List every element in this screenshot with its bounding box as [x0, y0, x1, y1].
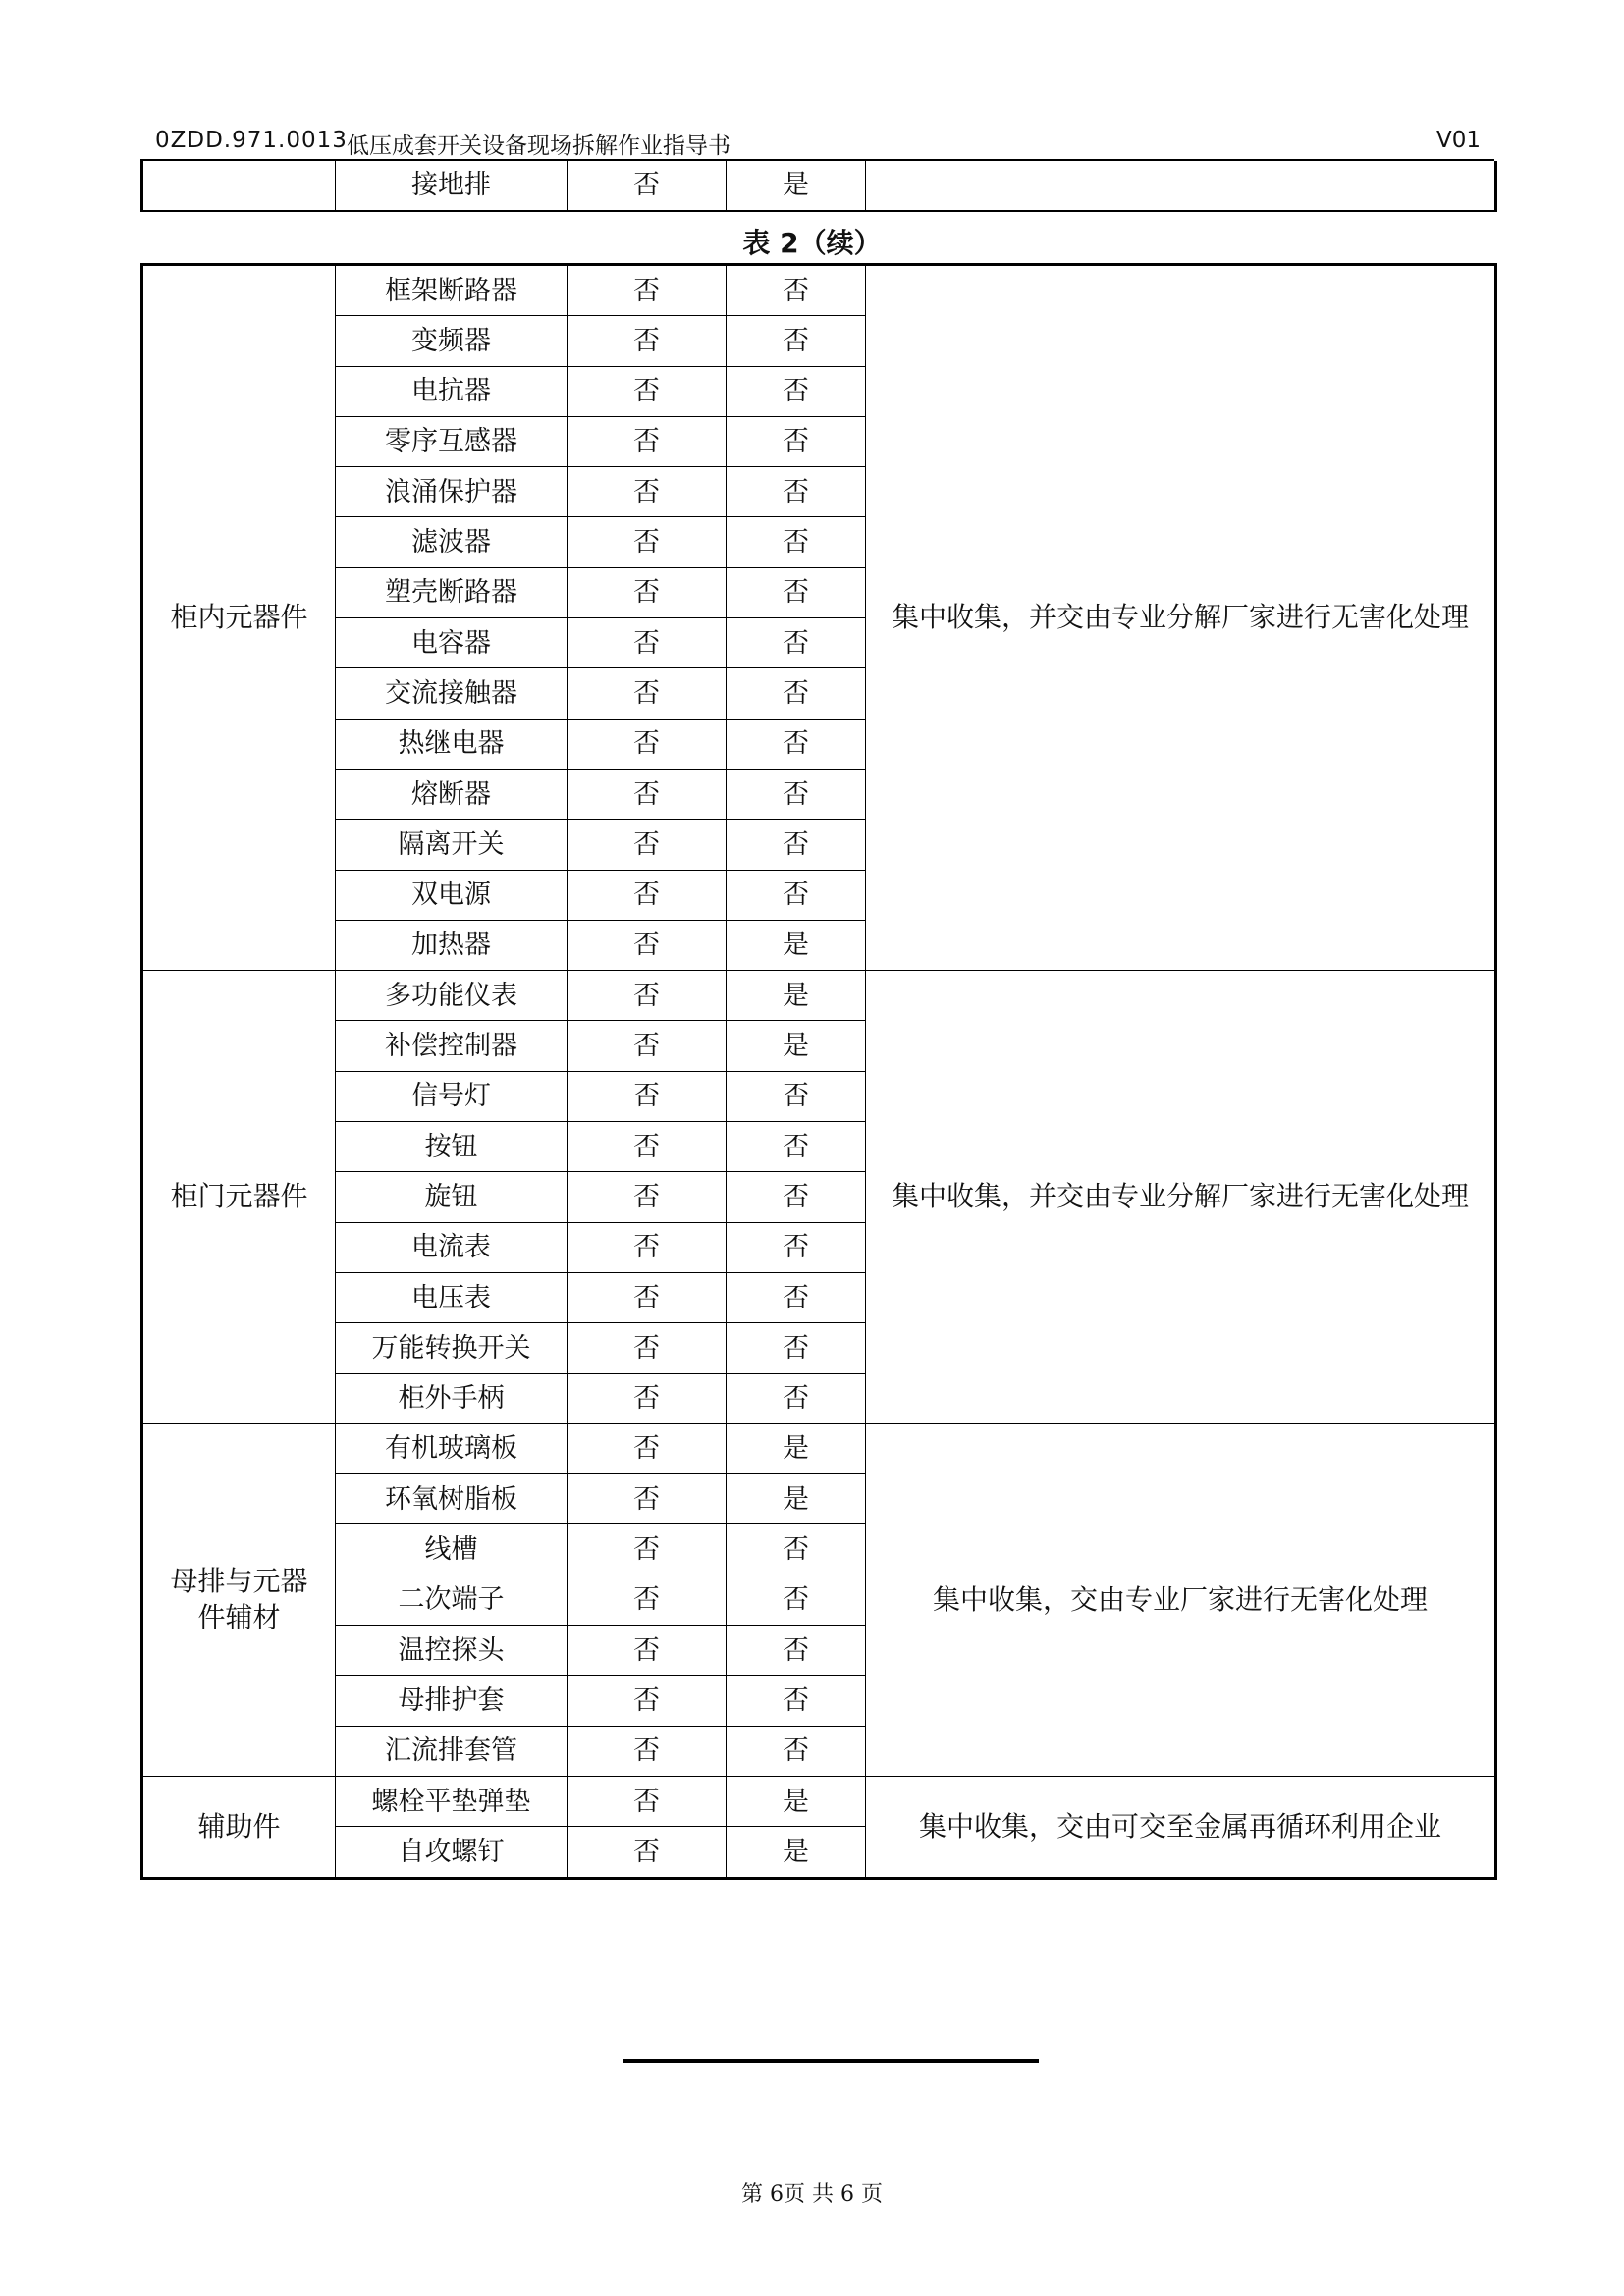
value-cell: 否 — [568, 1423, 727, 1473]
value-cell: 否 — [568, 1827, 727, 1878]
item-cell: 电容器 — [336, 618, 568, 668]
value-cell: 否 — [727, 1373, 866, 1423]
value-cell: 否 — [568, 920, 727, 970]
doc-version: V01 — [1435, 128, 1481, 153]
value-cell: 否 — [727, 870, 866, 920]
item-cell: 电压表 — [336, 1272, 568, 1322]
item-cell: 多功能仪表 — [336, 971, 568, 1021]
value-cell: 否 — [568, 416, 727, 466]
note-cell — [866, 161, 1496, 211]
item-cell: 柜外手柄 — [336, 1373, 568, 1423]
value-cell: 否 — [568, 769, 727, 819]
value-cell: 是 — [727, 161, 866, 211]
item-cell: 塑壳断路器 — [336, 567, 568, 617]
disposal-table — [140, 263, 1497, 1880]
value-cell: 否 — [727, 366, 866, 416]
value-cell: 否 — [727, 265, 866, 316]
category-cell: 柜门元器件 — [142, 971, 336, 1424]
value-cell: 否 — [568, 316, 727, 366]
category-line: 母排与元器 — [170, 1565, 308, 1598]
value-cell: 否 — [727, 769, 866, 819]
value-cell: 否 — [568, 1172, 727, 1222]
value-cell: 否 — [727, 316, 866, 366]
value-cell: 否 — [727, 567, 866, 617]
disposal-note-cell: 集中收集，并交由专业分解厂家进行无害化处理 — [866, 971, 1496, 1424]
value-cell: 否 — [568, 1524, 727, 1575]
item-cell: 线槽 — [336, 1524, 568, 1575]
value-cell: 是 — [727, 1423, 866, 1473]
item-cell: 电抗器 — [336, 366, 568, 416]
item-cell: 二次端子 — [336, 1575, 568, 1625]
value-cell: 是 — [727, 1474, 866, 1524]
disposal-table-body — [142, 265, 1496, 1879]
value-cell: 否 — [727, 1626, 866, 1676]
value-cell: 否 — [568, 366, 727, 416]
value-cell: 否 — [568, 1575, 727, 1625]
value-cell: 否 — [727, 1323, 866, 1373]
page-footer: 第 6页 共 6 页 — [741, 2182, 883, 2207]
value-cell: 否 — [568, 1222, 727, 1272]
value-cell: 否 — [568, 668, 727, 719]
doc-code: 0ZDD.971.0013 — [155, 128, 348, 153]
doc-title: 低压成套开关设备现场拆解作业指导书 — [347, 133, 731, 159]
category-cell — [142, 1423, 336, 1776]
item-cell: 变频器 — [336, 316, 568, 366]
disposal-note-cell: 集中收集，交由可交至金属再循环利用企业 — [866, 1776, 1496, 1878]
item-cell: 零序互感器 — [336, 416, 568, 466]
item-cell: 按钮 — [336, 1122, 568, 1172]
value-cell: 否 — [727, 719, 866, 769]
item-cell: 环氧树脂板 — [336, 1474, 568, 1524]
table-row — [142, 1776, 1496, 1826]
value-cell: 否 — [568, 618, 727, 668]
value-cell: 否 — [727, 1524, 866, 1575]
value-cell: 否 — [568, 870, 727, 920]
item-cell: 滤波器 — [336, 517, 568, 567]
value-cell: 否 — [727, 1172, 866, 1222]
value-cell: 否 — [568, 517, 727, 567]
item-cell: 双电源 — [336, 870, 568, 920]
item-cell: 万能转换开关 — [336, 1323, 568, 1373]
table-continuation-top — [140, 161, 1497, 212]
value-cell: 否 — [568, 1122, 727, 1172]
value-cell: 否 — [568, 1323, 727, 1373]
value-cell: 否 — [568, 467, 727, 517]
category-cell: 辅助件 — [142, 1776, 336, 1878]
item-cell: 热继电器 — [336, 719, 568, 769]
category-cell: 柜内元器件 — [142, 265, 336, 971]
value-cell: 否 — [568, 1626, 727, 1676]
item-cell: 接地排 — [336, 161, 568, 211]
table-row — [142, 161, 1496, 211]
value-cell: 否 — [568, 1272, 727, 1322]
value-cell: 否 — [568, 567, 727, 617]
item-cell: 隔离开关 — [336, 820, 568, 870]
value-cell: 否 — [727, 1272, 866, 1322]
category-cell — [142, 161, 336, 211]
value-cell: 否 — [568, 1021, 727, 1071]
item-cell: 螺栓平垫弹垫 — [336, 1776, 568, 1826]
item-cell: 自攻螺钉 — [336, 1827, 568, 1878]
table-caption: 表 2（续） — [742, 227, 882, 259]
item-cell: 加热器 — [336, 920, 568, 970]
value-cell: 是 — [727, 971, 866, 1021]
table-row — [142, 1423, 1496, 1473]
value-cell: 是 — [727, 1776, 866, 1826]
page-header — [155, 124, 1481, 159]
value-cell: 否 — [727, 1575, 866, 1625]
value-cell: 否 — [727, 668, 866, 719]
value-cell: 否 — [727, 1676, 866, 1726]
item-cell: 浪涌保护器 — [336, 467, 568, 517]
value-cell: 否 — [727, 467, 866, 517]
table-row — [142, 971, 1496, 1021]
item-cell: 温控探头 — [336, 1626, 568, 1676]
value-cell: 否 — [568, 1776, 727, 1826]
disposal-note-cell: 集中收集，并交由专业分解厂家进行无害化处理 — [866, 265, 1496, 971]
end-rule — [623, 2059, 1039, 2063]
value-cell: 否 — [568, 971, 727, 1021]
value-cell: 否 — [727, 1071, 866, 1121]
item-cell: 电流表 — [336, 1222, 568, 1272]
value-cell: 否 — [568, 161, 727, 211]
value-cell: 否 — [568, 820, 727, 870]
value-cell: 否 — [568, 1373, 727, 1423]
item-cell: 补偿控制器 — [336, 1021, 568, 1071]
value-cell: 否 — [568, 265, 727, 316]
value-cell: 否 — [727, 416, 866, 466]
table-row — [142, 265, 1496, 316]
item-cell: 信号灯 — [336, 1071, 568, 1121]
item-cell: 熔断器 — [336, 769, 568, 819]
item-cell: 汇流排套管 — [336, 1726, 568, 1776]
value-cell: 否 — [568, 1474, 727, 1524]
value-cell: 否 — [727, 1122, 866, 1172]
value-cell: 否 — [727, 820, 866, 870]
value-cell: 是 — [727, 1021, 866, 1071]
value-cell: 否 — [727, 618, 866, 668]
item-cell: 交流接触器 — [336, 668, 568, 719]
value-cell: 否 — [727, 517, 866, 567]
item-cell: 框架断路器 — [336, 265, 568, 316]
value-cell: 否 — [568, 1676, 727, 1726]
category-line: 件辅材 — [197, 1600, 281, 1633]
item-cell: 旋钮 — [336, 1172, 568, 1222]
value-cell: 是 — [727, 1827, 866, 1878]
item-cell: 有机玻璃板 — [336, 1423, 568, 1473]
item-cell: 母排护套 — [336, 1676, 568, 1726]
disposal-note-cell: 集中收集，交由专业厂家进行无害化处理 — [866, 1423, 1496, 1776]
value-cell: 否 — [727, 1222, 866, 1272]
value-cell: 否 — [727, 1726, 866, 1776]
value-cell: 否 — [568, 1071, 727, 1121]
value-cell: 是 — [727, 920, 866, 970]
value-cell: 否 — [568, 719, 727, 769]
value-cell: 否 — [568, 1726, 727, 1776]
